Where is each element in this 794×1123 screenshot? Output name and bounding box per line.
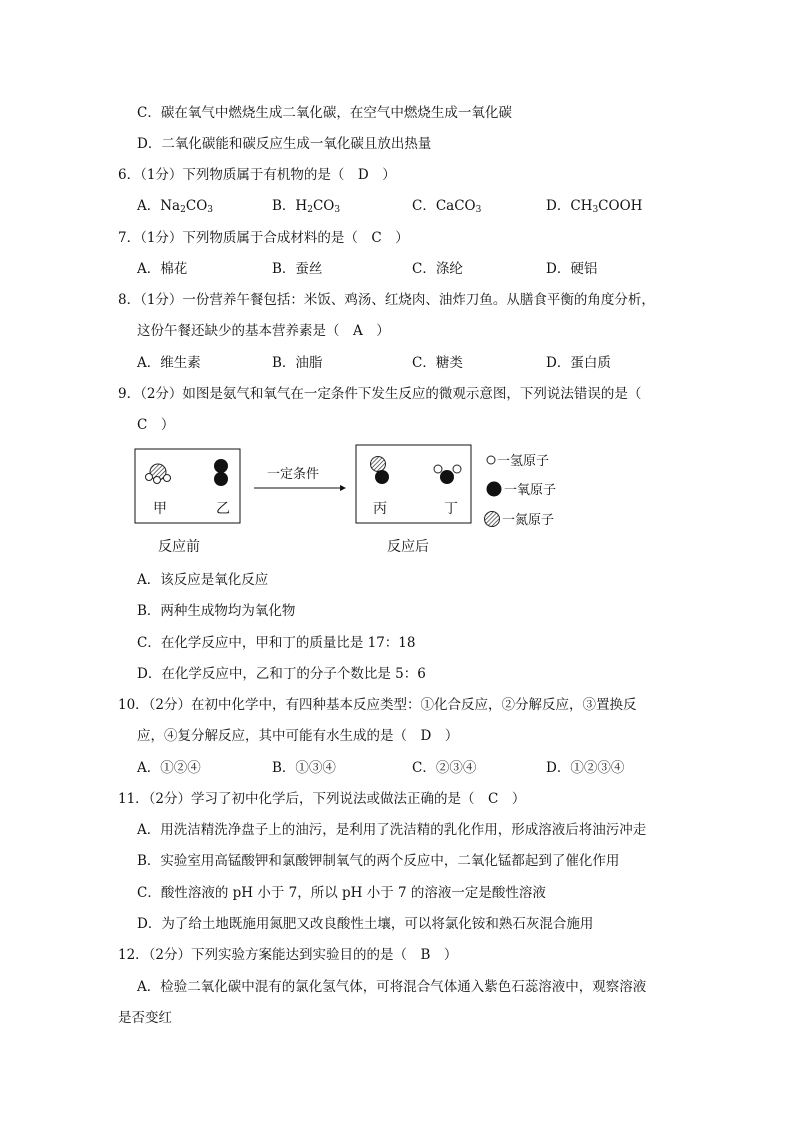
- q6-option-d: D．$CH_3COOH$: [546, 198, 643, 215]
- q8-option-d: D．蛋白质: [546, 355, 611, 371]
- q11-option-b: B．实验室用高锰酸钾和氯酸钾制氧气的两个反应中，二氧化锰都起到了催化作用: [137, 853, 620, 869]
- q7-option-a: A．棉花: [137, 261, 188, 277]
- q8-stem-line2: 这份午餐还缺少的基本营养素是（ A ）: [137, 323, 390, 339]
- label-jia: 甲: [153, 501, 167, 517]
- q11-option-d: D．为了给土地既施用氮肥又改良酸性土壤，可以将氯化铵和熟石灰混合施用: [137, 916, 594, 932]
- label-ding: 丁: [444, 501, 458, 517]
- nh3-molecule-icon: [146, 464, 171, 484]
- q12-option-a-line2: 是否变红: [118, 1010, 172, 1026]
- q5-option-c: C．碳在氧气中燃烧生成二氧化碳，在空气中燃烧生成一氧化碳: [137, 105, 512, 121]
- q9-option-a: A．该反应是氧化反应: [137, 572, 269, 588]
- legend-oxygen-label: 一氧原子: [504, 483, 557, 498]
- q10-stem-line2: 应，④复分解反应，其中可能有水生成的是（ D ）: [137, 728, 459, 744]
- q6-stem: 6．（1分）下列物质属于有机物的是（ D ）: [118, 167, 396, 183]
- q10-stem-line1: 10．（2分）在初中化学中，有四种基本反应类型：①化合反应，②分解反应，③置换反: [118, 697, 637, 713]
- legend-nitrogen-icon: [485, 512, 500, 527]
- q10-option-b: B．①③④: [272, 760, 336, 776]
- legend-nitrogen-label: 一氮原子: [502, 513, 555, 528]
- arrow-label: 一定条件: [267, 467, 320, 482]
- q10-option-d: D．①②③④: [546, 760, 625, 776]
- q10-option-a: A．①②④: [137, 760, 201, 776]
- q11-option-c: C．酸性溶液的 pH 小于 7，所以 pH 小于 7 的溶液一定是酸性溶液: [137, 885, 546, 901]
- arrow-head-icon: [340, 485, 346, 491]
- q8-option-a: A．维生素: [137, 355, 201, 371]
- q8-stem-line1: 8．（1分）一份营养午餐包括：米饭、鸡汤、红烧肉、油炸刀鱼。从膳食平衡的角度分析，: [118, 292, 655, 308]
- q9-option-c: C．在化学反应中，甲和丁的质量比是 17：18: [137, 635, 416, 651]
- q12-stem: 12．（2分）下列实验方案能达到实验目的的是（ B ）: [118, 947, 458, 963]
- q6-option-b: B．$H_2CO_3$: [272, 198, 341, 215]
- q9-stem-line2: C ）: [137, 417, 175, 433]
- legend-hydrogen-label: 一氢原子: [497, 454, 550, 469]
- q9-stem-line1: 9．（2分）如图是氨气和氧气在一定条件下发生反应的微观示意图，下列说法错误的是（: [118, 386, 642, 402]
- q9-option-b: B．两种生成物均为氧化物: [137, 603, 296, 619]
- reaction-diagram: [132, 440, 602, 560]
- q7-option-c: C．涤纶: [412, 261, 463, 277]
- q11-option-a: A．用洗洁精洗净盘子上的油污，是利用了洗洁精的乳化作用，形成溶液后将油污冲走: [137, 822, 647, 838]
- no-molecule-icon: [371, 457, 390, 485]
- o2-molecule-icon: [214, 459, 228, 486]
- caption-after: 反应后: [387, 539, 429, 555]
- q9-option-d: D．在化学反应中，乙和丁的分子个数比是 5：6: [137, 666, 426, 682]
- q7-stem: 7．（1分）下列物质属于合成材料的是（ C ）: [118, 230, 409, 246]
- legend-hydrogen-icon: [487, 456, 495, 464]
- q7-option-d: D．硬铝: [546, 261, 598, 277]
- q6-option-c: C．CaCO$_3$: [412, 198, 482, 215]
- legend-oxygen-icon: [487, 482, 502, 497]
- label-bing: 丙: [373, 501, 387, 517]
- q5-option-d: D．二氧化碳能和碳反应生成一氧化碳且放出热量: [137, 136, 432, 152]
- q12-option-a-line1: A．检验二氧化碳中混有的氯化氢气体，可将混合气体通入紫色石蕊溶液中，观察溶液: [137, 979, 647, 995]
- q8-option-c: C．糖类: [412, 355, 463, 371]
- q7-option-b: B．蚕丝: [272, 261, 323, 277]
- q6-option-a: A．$Na_2CO_3$: [137, 198, 213, 215]
- q11-stem: 11．（2分）学习了初中化学后，下列说法或做法正确的是（ C ）: [118, 791, 526, 807]
- q10-option-c: C．②③④: [412, 760, 477, 776]
- label-yi: 乙: [216, 501, 230, 517]
- h2o-molecule-icon: [434, 465, 461, 484]
- caption-before: 反应前: [158, 539, 200, 555]
- q8-option-b: B．油脂: [272, 355, 323, 371]
